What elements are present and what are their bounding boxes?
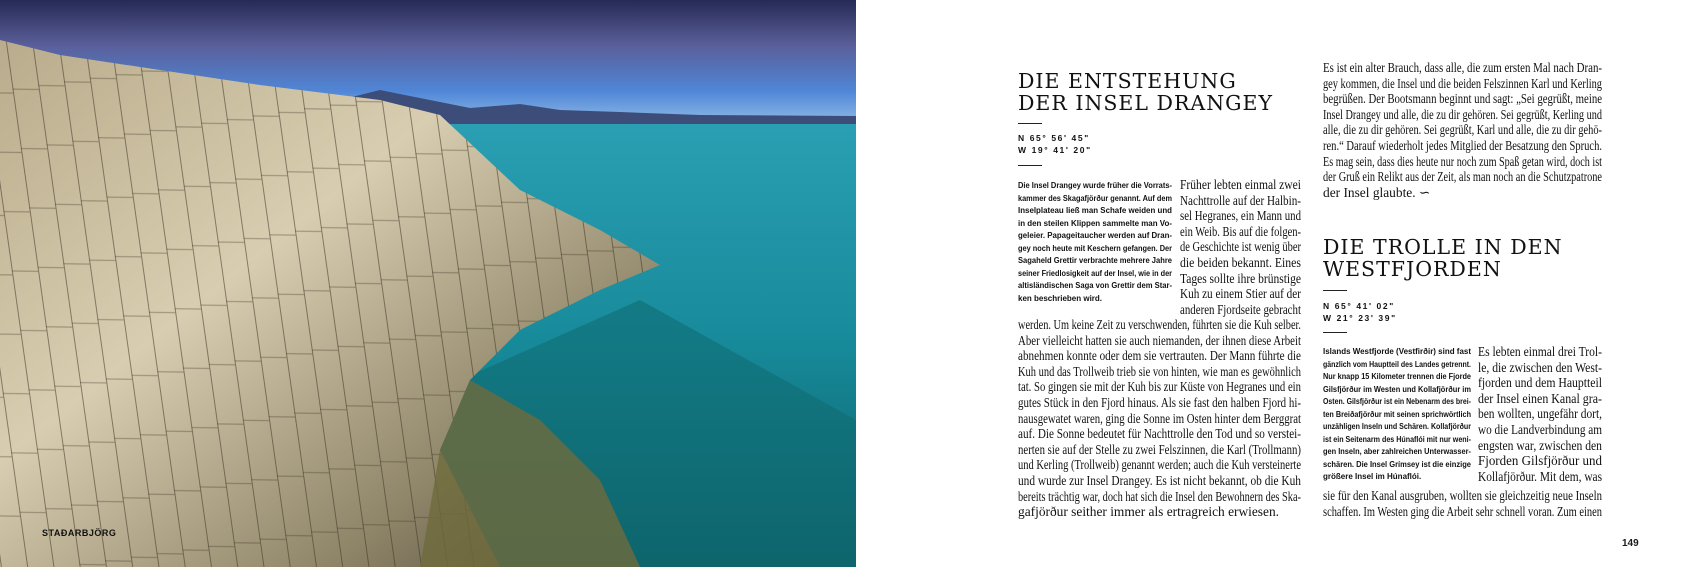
- text-line: ben wollten, ungefähr dort,: [1478, 406, 1602, 422]
- text-line: Kollafjörður. Mit dem, was: [1478, 468, 1602, 484]
- text-line: Nur knapp 15 Kilometer trennen die Fjorde: [1323, 372, 1471, 381]
- article-title-drangey: [1018, 70, 1273, 114]
- text-line: le, die zwischen den West-: [1478, 359, 1602, 375]
- text-line: und Kerling (Trollweib) genannt werden; auch die Kuh versteinerte: [1018, 457, 1301, 473]
- text-line: Es lebten einmal drei Trol-: [1478, 344, 1602, 359]
- text-line: gafjörður seither immer als ertragreich erwiesen.: [1018, 504, 1279, 520]
- text-line: größere Insel im Húnaflói.: [1323, 472, 1422, 481]
- coordinates: [1323, 300, 1397, 324]
- text-line: Nachttrolle auf der Halbin-: [1180, 192, 1301, 208]
- text-line: tat. So gingen sie mit der Kuh bis zur Küste von Hegranes und ein: [1018, 379, 1301, 395]
- divider: [1323, 332, 1347, 333]
- text-line: bereits trächtig war, doch hat sich die Insel den Bewohnern des Ska-: [1018, 488, 1301, 504]
- text-line: geleier. Papageitaucher werden auf Dran-: [1018, 231, 1172, 240]
- text-line: alle, die zu dir gehören. Sei gegrüßt, Karl und alle, die zu dir gehö-: [1323, 122, 1602, 138]
- text-line: seiner Friedlosigkeit auf der Insel, wie in der: [1018, 268, 1172, 278]
- text-line: Kuh und das Trollweib trieb sie von hinten, wie man es gewöhnlich: [1018, 363, 1301, 379]
- divider: [1018, 123, 1042, 124]
- text-line: Gilsfjörður im Westen und Kollafjörður im: [1323, 384, 1471, 394]
- latitude: N 65° 41' 02": [1323, 301, 1395, 311]
- text-line: gutes Stück in den Fjord hinaus. Als sie fast den halben Fjord hi-: [1018, 394, 1301, 410]
- sidebar-text: [1018, 180, 1172, 305]
- text-line: Fjorden Gilsfjörður und: [1478, 453, 1602, 469]
- text-line: Tages sollte ihre brünstige: [1180, 270, 1301, 286]
- text-line: de Geschichte ist wenig über: [1180, 239, 1301, 255]
- text-line: sel Hegranes, ein Mann und: [1180, 208, 1301, 224]
- text-line: Osten. Gilsfjörður ist ein Nebenarm des brei-: [1323, 397, 1471, 406]
- text-line: ken beschrieben wird.: [1018, 293, 1103, 303]
- text-line: Es mag sein, dass dies heute nur noch zum Spaß getan wird, doch ist: [1323, 153, 1602, 169]
- text-line: werden. Um keine Zeit zu verschwenden, führten sie die Kuh selber.: [1018, 317, 1301, 332]
- text-line: in den steilen Klippen sammelte man Vo-: [1018, 218, 1172, 228]
- text-line: kammer des Skagafjörður genannt. Auf dem: [1018, 193, 1172, 203]
- text-line: Die Insel Drangey wurde früher die Vorrats-: [1018, 181, 1172, 190]
- text-line: Aber vielleicht hatten sie auch niemanden, der ihnen diese Arbeit: [1018, 332, 1301, 348]
- text-line: die beiden bekannt. Eines: [1180, 254, 1301, 270]
- text-line: engsten war, zwischen den: [1478, 437, 1602, 453]
- divider: [1323, 290, 1347, 291]
- text-line: Es ist ein alter Brauch, dass alle, die zum ersten Mal nach Dran-: [1323, 60, 1602, 75]
- text-line: Früher lebten einmal zwei: [1180, 177, 1301, 192]
- text-line: Sagaheld Grettir verbrachte mehrere Jahre: [1018, 256, 1172, 265]
- text-line: schären. Die Insel Grímsey ist die einzige: [1323, 459, 1471, 469]
- text-line: der Insel glaubte. ∽: [1323, 184, 1431, 200]
- text-line: nerten sie auf der Stelle zu zwei Felszinnen, die Karl (Trollmann): [1018, 441, 1301, 457]
- text-line: abnehmen konnte oder dem sie vertrauten. Der Mann führte die: [1018, 348, 1301, 364]
- text-line: wo die Landverbindung am: [1478, 421, 1602, 437]
- text-line: Inselplateau ließ man Schafe weiden und: [1018, 206, 1172, 215]
- text-line: und wurde zur Insel Drangey. Es ist nicht bekannt, ob die Kuh: [1018, 472, 1301, 488]
- text-line: sie für den Kanal ausgruben, wollten sie gleichzeitig neue Inseln: [1323, 488, 1602, 503]
- longitude: W 19° 41' 20": [1018, 145, 1092, 155]
- photo-caption: STAÐARBJÖRG: [42, 528, 117, 538]
- text-line: altisländischen Saga von Grettir dem Star-: [1018, 281, 1172, 290]
- text-line: ist ein Seitenarm des Húnaflói mit nur weni-: [1323, 434, 1471, 444]
- longitude: W 21° 23' 39": [1323, 313, 1397, 323]
- text-line: Insel Drangey und alle, die zu dir gehören. Sei gegrüßt, Kerling und: [1323, 106, 1602, 122]
- coordinates: [1018, 132, 1092, 156]
- body-text-narrow: [1180, 177, 1301, 317]
- body-text-continuation: [1323, 60, 1602, 200]
- title-line: DIE ENTSTEHUNG: [1018, 69, 1237, 93]
- text-line: gänzlich vom Hauptteil des Landes getrennt.: [1323, 359, 1471, 369]
- text-line: nausgewatet waren, ging die Sonne im Osten hinter dem Berggrat: [1018, 410, 1301, 426]
- text-line: ren.“ Darauf wiederholt jedes Mitglied der Besatzung den Spruch.: [1323, 137, 1602, 153]
- text-line: anderen Fjordseite gebracht: [1180, 301, 1301, 317]
- text-line: gey kommen, die Insel und die beiden Felszinnen Karl und Kerling: [1323, 75, 1602, 91]
- text-line: ein Weib. Bis auf die folgen-: [1180, 223, 1301, 239]
- text-line: unzähligen Inseln und Schären. Kollafjörður: [1323, 422, 1471, 431]
- title-line: DIE TROLLE IN DEN: [1323, 235, 1563, 259]
- text-line: begrüßen. Der Bootsmann beginnt und sagt: „Sei gegrüßt, meine: [1323, 91, 1602, 107]
- text-line: Kuh zu einem Stier auf der: [1180, 286, 1301, 302]
- body-text: [1323, 488, 1602, 519]
- article-title-westfjorden: [1323, 236, 1563, 280]
- text-line: gey noch heute mit Keschern gefangen. Der: [1018, 243, 1172, 253]
- text-line: auf. Die Sonne bedeutet für Nachttrolle den Tod und so verstei-: [1018, 426, 1301, 442]
- text-line: ten Breiðafjörður mit seinen sprichwörtlich: [1323, 409, 1471, 419]
- title-line: WESTFJORDEN: [1323, 257, 1502, 281]
- divider: [1018, 165, 1042, 166]
- text-line: Islands Westfjorde (Vestfirðir) sind fast: [1323, 347, 1471, 356]
- text-line: der Gruß ein Relikt aus der Zeit, als man noch an die Schutzpatrone: [1323, 169, 1602, 185]
- sidebar-text: [1323, 346, 1471, 484]
- text-line: schaffen. Im Westen ging die Arbeit sehr schnell voran. Zum einen: [1323, 503, 1602, 519]
- latitude: N 65° 56' 45": [1018, 133, 1090, 143]
- body-text-narrow: [1478, 344, 1602, 484]
- title-line: DER INSEL DRANGEY: [1018, 91, 1274, 115]
- page-number: 149: [1622, 538, 1639, 549]
- text-line: gen Inseln, aber zahlreichen Unterwasser-: [1323, 447, 1471, 456]
- body-text: [1018, 317, 1301, 520]
- text-line: fjorden und dem Hauptteil: [1478, 375, 1602, 391]
- text-line: der Insel einen Kanal gra-: [1478, 390, 1602, 406]
